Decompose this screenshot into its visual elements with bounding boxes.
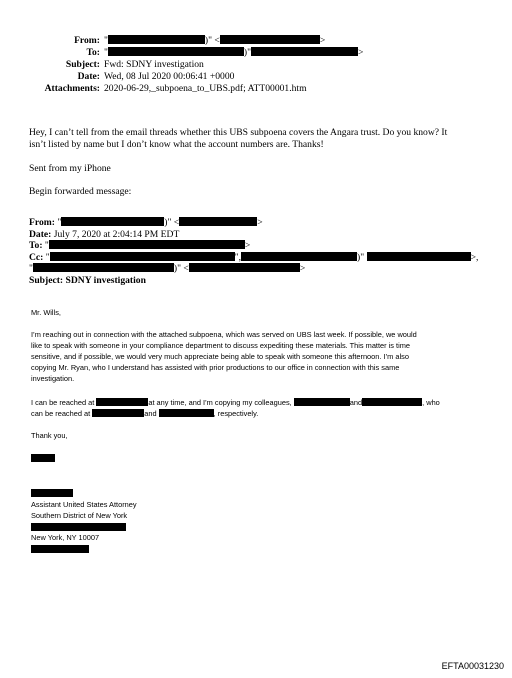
redaction-box: [251, 47, 358, 56]
redaction-box: [189, 263, 300, 272]
from-value: " )" < >: [104, 35, 326, 46]
fwd-date-line: Date: July 7, 2020 at 2:04:14 PM EDT: [29, 229, 180, 240]
fwd-cc-line-2: " )" < >: [29, 263, 306, 274]
contact-line-2: can be reached at and , respectively.: [31, 409, 259, 418]
redaction-box: [362, 398, 422, 406]
to-value: " )" >: [104, 47, 364, 58]
redaction-box: [294, 398, 350, 406]
signature-city: New York, NY 10007: [31, 533, 100, 542]
signature-office: Southern District of New York: [31, 511, 128, 520]
signature-title: Assistant United States Attorney: [31, 500, 137, 509]
attachments-label: Attachments:: [44, 83, 100, 94]
redaction-box: [33, 263, 174, 272]
paragraph-line: I’m reaching out in connection with the attached subpoena, which was served on UBS last week. If possible, we would: [31, 330, 417, 339]
fwd-to-line: To: " >: [29, 240, 251, 251]
redaction-box: [49, 240, 245, 249]
begin-forwarded: Begin forwarded message:: [29, 186, 132, 197]
contact-line-1: I can be reached at at any time, and I’m copying my colleagues, and , who: [31, 398, 440, 407]
paragraph-line: sensitive, and if possible, we would very much appreciate being able to speak with someone this afternoon. I’m also: [31, 352, 409, 361]
redaction-box: [61, 217, 164, 226]
redaction-box: [31, 454, 55, 462]
from-label: From:: [74, 35, 100, 46]
greeting: Mr. Wills,: [31, 308, 61, 317]
subject-label: Subject:: [65, 59, 100, 70]
redaction-box: [159, 409, 214, 417]
redaction-box: [179, 217, 257, 226]
redaction-box: [108, 47, 244, 56]
redaction-box: [31, 489, 73, 497]
subject-value: Fwd: SDNY investigation: [104, 59, 204, 70]
paragraph-line: copying Mr. Ryan, who I understand has assisted with prior productions to our office in connection with this same: [31, 363, 400, 372]
paragraph-line: like to speak with someone in your compliance department to discuss expediting these materials. This matter is time: [31, 341, 411, 350]
fwd-subject-line: Subject: SDNY investigation: [29, 275, 146, 286]
redaction-box: [108, 35, 205, 44]
redaction-box: [96, 398, 148, 406]
message-line: isn’t listed by name but I don’t know what the account numbers are. Thanks!: [29, 139, 324, 150]
message-line: Hey, I can’t tell from the email threads whether this UBS subpoena covers the Angara trust. Do you know? It: [29, 127, 448, 138]
closing: Thank you,: [31, 431, 68, 440]
sent-from: Sent from my iPhone: [29, 163, 111, 174]
date-label: Date:: [77, 71, 100, 82]
to-label: To:: [86, 47, 100, 58]
fwd-cc-line: Cc: " ", )" >,: [29, 252, 479, 263]
paragraph-line: investigation.: [31, 374, 75, 383]
attachments-value[interactable]: 2020-06-29,_subpoena_to_UBS.pdf; ATT00001.htm: [104, 83, 307, 94]
redaction-box: [220, 35, 320, 44]
redaction-box: [367, 252, 471, 261]
redaction-box: [50, 252, 235, 261]
date-value: Wed, 08 Jul 2020 00:06:41 +0000: [104, 71, 235, 82]
redaction-box: [31, 523, 126, 531]
document-id: EFTA00031230: [441, 661, 504, 671]
redaction-box: [92, 409, 144, 417]
fwd-from-line: From: " )" < >: [29, 217, 263, 228]
redaction-box: [241, 252, 357, 261]
redaction-box: [31, 545, 89, 553]
